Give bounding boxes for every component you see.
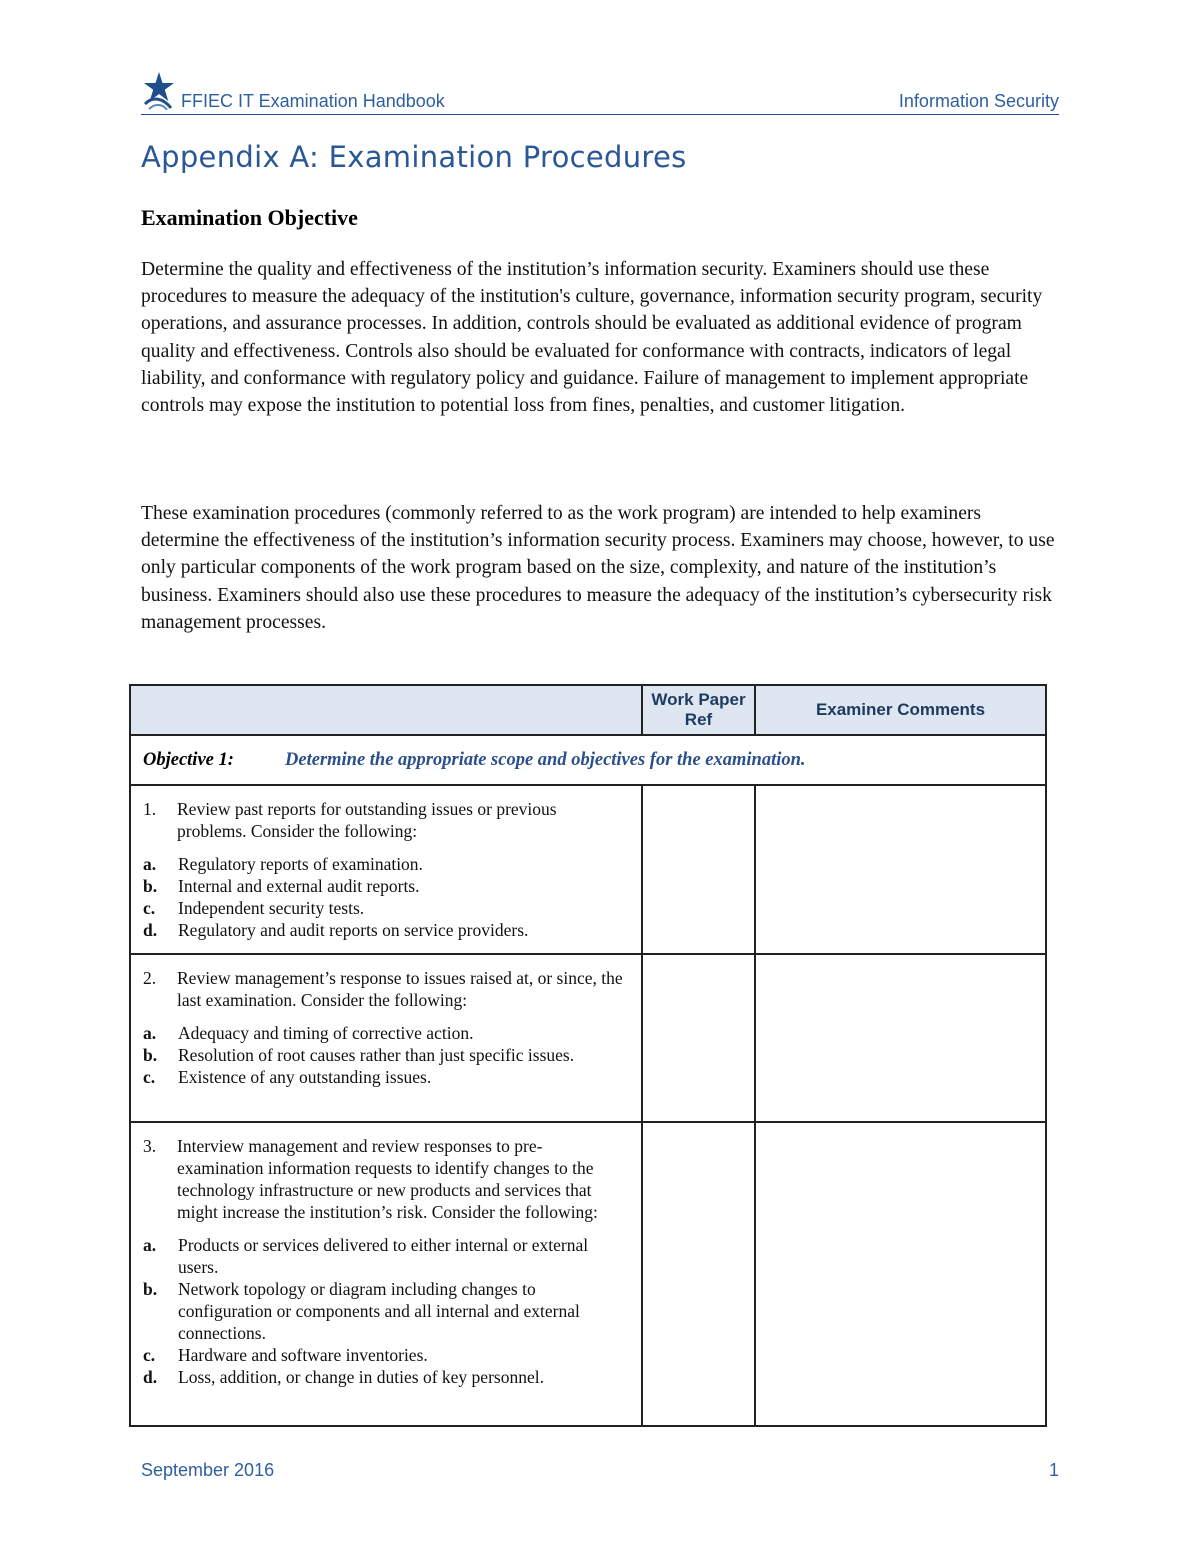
sub-item-letter: a. [143, 1235, 157, 1255]
item-text: Review past reports for outstanding issues or previous problems. Consider the following: [177, 799, 557, 841]
header-section-title: Information Security [898, 91, 1059, 111]
procedure-item [130, 1122, 642, 1426]
sub-item-letter: b. [143, 876, 158, 896]
sub-item-text: Network topology or diagram including changes to configuration or components and all internal and external connections. [178, 1279, 580, 1343]
work-paper-ref-cell[interactable] [642, 785, 755, 954]
footer-page-number: 1 [1048, 1460, 1059, 1480]
item-text: Interview management and review responses to pre-examination information requests to identify changes to the technology infrastructure or new products and services that might increase the institution’s risk. Consider the following: [177, 1136, 598, 1222]
page-title: Appendix A: Examination Procedures [141, 140, 687, 174]
header-blank-cell [130, 685, 642, 735]
header-examiner-comments: Examiner Comments [755, 685, 1046, 735]
sub-item-text: Hardware and software inventories. [178, 1345, 428, 1365]
item-number: 2. [143, 968, 157, 988]
work-paper-ref-cell[interactable] [642, 954, 755, 1122]
sub-item [143, 1234, 627, 1278]
sub-item [143, 897, 627, 919]
objective-row [130, 735, 1046, 785]
sub-item-text: Products or services delivered to either internal or external users. [178, 1235, 589, 1277]
paragraph-work-program: These examination procedures (commonly referred to as the work program) are intended to help examiners determine the effectiveness of the institution’s information security process. Examiners may choose, however, to use only particular components of the work program based on the size, complexity, and nature of the institution’s business. Examiners should also use these procedures to measure the adequacy of the institution’s cybersecurity risk management processes. [141, 503, 1055, 633]
examiner-comments-cell[interactable] [755, 785, 1046, 954]
sub-item [143, 1022, 627, 1044]
examiner-comments-cell[interactable] [755, 1122, 1046, 1426]
sub-item [143, 1278, 627, 1344]
sub-item-letter: c. [143, 898, 156, 918]
sub-item [143, 1366, 627, 1388]
sub-item-text: Resolution of root causes rather than just specific issues. [178, 1045, 575, 1065]
sub-item-letter: d. [143, 1367, 158, 1387]
table-row [130, 785, 1046, 954]
sub-item-letter: c. [143, 1067, 156, 1087]
sub-item-text: Regulatory reports of examination. [178, 854, 423, 874]
item-number: 1. [143, 799, 157, 819]
sub-item-letter: b. [143, 1279, 158, 1299]
sub-item-text: Regulatory and audit reports on service providers. [178, 920, 529, 940]
procedure-item [130, 785, 642, 954]
item-text: Review management’s response to issues raised at, or since, the last examination. Consider the following: [177, 968, 623, 1010]
objective-cell [130, 735, 1046, 785]
sub-item [143, 919, 627, 941]
ffiec-star-logo-icon [141, 70, 177, 110]
footer-date: September 2016 [141, 1460, 275, 1480]
procedures-table [129, 684, 1047, 1427]
table-row [130, 1122, 1046, 1426]
header-work-paper-ref: Work Paper Ref [642, 685, 755, 735]
sub-item-text: Adequacy and timing of corrective action. [178, 1023, 474, 1043]
sub-item-text: Loss, addition, or change in duties of key personnel. [178, 1367, 544, 1387]
sub-item [143, 1066, 627, 1088]
sub-item [143, 875, 627, 897]
procedure-item [130, 954, 642, 1122]
table-row [130, 954, 1046, 1122]
paragraph-objective: Determine the quality and effectiveness of the institution’s information security. Examiners should use these procedures to measure the adequacy of the institution's culture, governance, information security program, security operations, and assurance processes. In addition, controls should be evaluated as additional evidence of program quality and effectiveness. Controls also should be evaluated for conformance with contracts, indicators of legal liability, and conformance with regulatory policy and guidance. Failure of management to implement appropriate controls may expose the institution to potential loss from fines, penalties, and customer litigation. [141, 259, 1043, 417]
objective-label: Objective 1: [143, 749, 234, 770]
objective-text: Determine the appropriate scope and objectives for the examination. [285, 749, 806, 770]
sub-item-letter: d. [143, 920, 158, 940]
sub-item [143, 853, 627, 875]
sub-item-text: Independent security tests. [178, 898, 365, 918]
item-number: 3. [143, 1136, 157, 1156]
sub-item-letter: a. [143, 854, 157, 874]
work-paper-ref-cell[interactable] [642, 1122, 755, 1426]
page-header [141, 68, 1059, 115]
sub-item-text: Internal and external audit reports. [178, 876, 420, 896]
table-header-row [130, 685, 1046, 735]
sub-item-letter: c. [143, 1345, 156, 1365]
header-handbook-title: FFIEC IT Examination Handbook [181, 91, 445, 111]
sub-item-letter: a. [143, 1023, 157, 1043]
sub-item [143, 1344, 627, 1366]
sub-item [143, 1044, 627, 1066]
sub-item-letter: b. [143, 1045, 158, 1065]
section-heading: Examination Objective [141, 205, 358, 230]
sub-item-text: Existence of any outstanding issues. [178, 1067, 432, 1087]
examiner-comments-cell[interactable] [755, 954, 1046, 1122]
